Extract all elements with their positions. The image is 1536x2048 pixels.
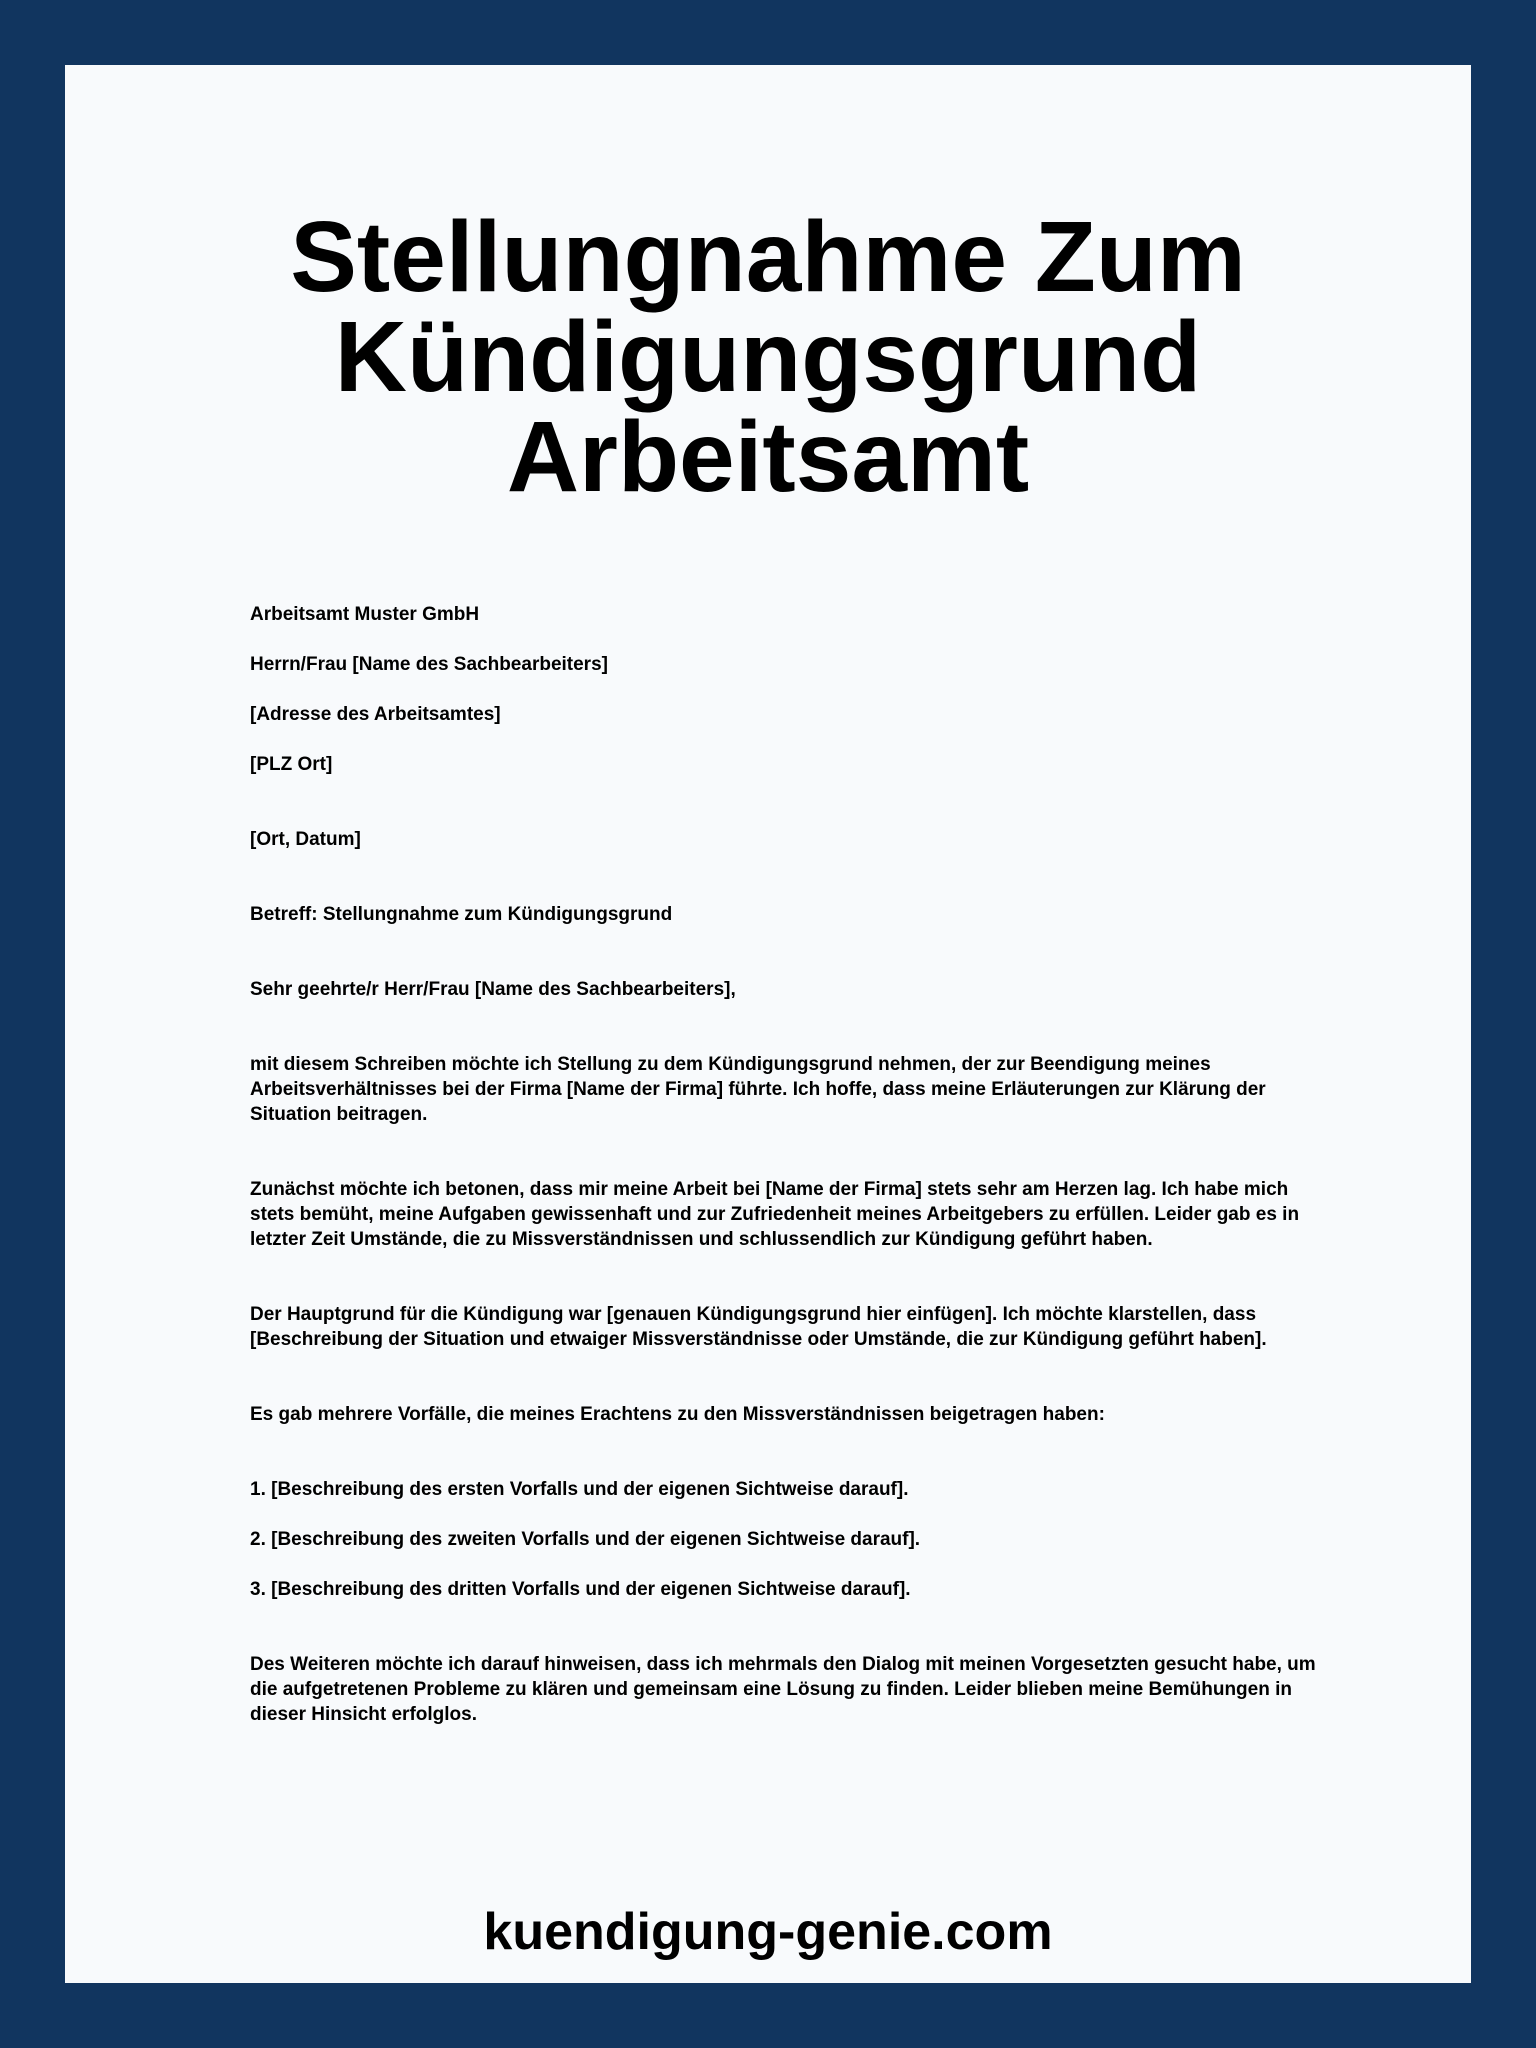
recipient-address: [Adresse des Arbeitsamtes] <box>250 704 501 725</box>
recipient-contact: Herrn/Frau [Name des Sachbearbeiters] <box>250 654 608 675</box>
body-paragraph: Es gab mehrere Vorfälle, die meines Erachtens zu den Missverständnissen beigetragen haben: <box>250 1404 1105 1425</box>
place-date: [Ort, Datum] <box>250 829 361 850</box>
document-title <box>65 201 1471 513</box>
recipient-city: [PLZ Ort] <box>250 754 333 775</box>
title-line-1: Stellungnahme Zum <box>290 201 1246 313</box>
incident-item: 1. [Beschreibung des ersten Vorfalls und der eigenen Sichtweise darauf]. <box>250 1479 909 1500</box>
document-page <box>65 65 1471 1983</box>
salutation: Sehr geehrte/r Herr/Frau [Name des Sachbearbeiters], <box>250 979 736 1000</box>
title-line-2: Kündigungsgrund <box>334 301 1202 413</box>
closing-paragraph: Des Weiteren möchte ich darauf hinweisen, dass ich mehrmals den Dialog mit meinen Vorgesetzten gesucht habe, um die aufgetretenen Probleme zu klären und gemeinsam eine Lösung zu finden. Leider blieben meine Bemühungen in dieser Hinsicht erfolglos. <box>250 1654 1316 1725</box>
subject-line: Betreff: Stellungnahme zum Kündigungsgrund <box>250 904 673 925</box>
recipient-organization: Arbeitsamt Muster GmbH <box>250 604 480 625</box>
body-paragraph: Der Hauptgrund für die Kündigung war [genauen Kündigungsgrund hier einfügen]. Ich möchte klarstellen, dass [Beschreibung der Situation und etwaiger Missverständnisse oder Umstände, die zur Kündigung geführt haben]. <box>250 1304 1267 1350</box>
letter-body <box>250 602 1330 1727</box>
incident-item: 3. [Beschreibung des dritten Vorfalls und der eigenen Sichtweise darauf]. <box>250 1579 911 1600</box>
footer-site-name: kuendigung-genie.com <box>483 1903 1053 1961</box>
title-line-3: Arbeitsamt <box>506 401 1030 513</box>
incident-item: 2. [Beschreibung des zweiten Vorfalls und der eigenen Sichtweise darauf]. <box>250 1529 921 1550</box>
body-paragraph: mit diesem Schreiben möchte ich Stellung zu dem Kündigungsgrund nehmen, der zur Beendigung meines Arbeitsverhältnisses bei der Firma [Name der Firma] führte. Ich hoffe, dass meine Erläuterungen zur Klärung der Situation beitragen. <box>250 1054 1266 1125</box>
body-paragraph: Zunächst möchte ich betonen, dass mir meine Arbeit bei [Name der Firma] stets sehr am Herzen lag. Ich habe mich stets bemüht, meine Aufgaben gewissenhaft und zur Zufriedenheit meines Arbeitgebers zu erfüllen. Leider gab es in letzter Zeit Umstände, die zu Missverständnissen und schlussendlich zur Kündigung geführt haben. <box>250 1179 1300 1250</box>
